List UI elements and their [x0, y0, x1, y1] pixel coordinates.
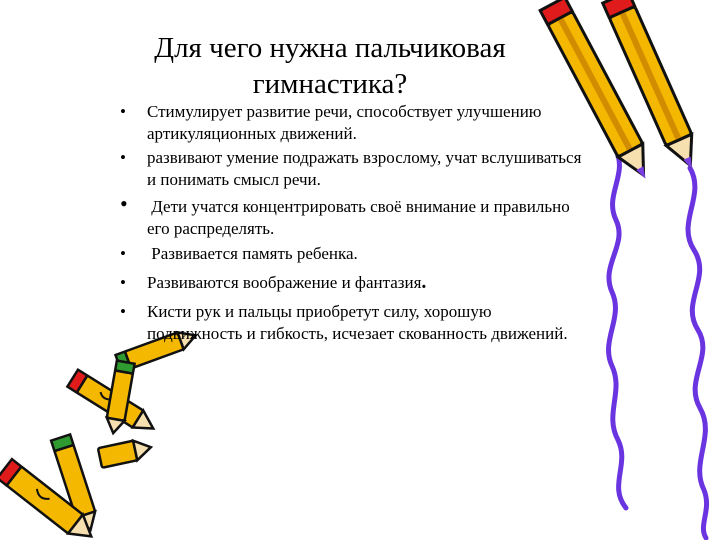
- bullet-marker: •: [120, 302, 126, 321]
- bullet-period: .: [421, 271, 427, 293]
- bullet-text: Развивается память ребенка.: [147, 244, 358, 263]
- bullet-marker: •: [120, 244, 126, 263]
- bullet-text-wrapper: [147, 271, 590, 294]
- bullet-marker: •: [120, 191, 128, 216]
- bullet-text: Развиваются воображение и фантазия: [147, 273, 422, 292]
- bullet-item: [120, 147, 590, 191]
- bullet-marker: •: [120, 102, 126, 121]
- bullet-item: [120, 243, 590, 265]
- bullet-marker: •: [120, 148, 126, 167]
- bullet-marker: •: [120, 273, 126, 292]
- title-line-2: гимнастика?: [252, 68, 408, 100]
- bullet-item: [120, 301, 590, 345]
- bullet-item: [120, 101, 590, 145]
- bullet-text: Дети учатся концентрировать своё внимание и правильно его распределять.: [147, 197, 574, 238]
- bullet-text: Кисти рук и пальцы приобретут силу, хорошую подвижность и гибкость, исчезает скованность движений.: [147, 302, 568, 343]
- bullet-text: Стимулирует развитие речи, способствует улучшению артикуляционных движений.: [147, 102, 542, 143]
- bullet-item: [120, 271, 590, 294]
- bullet-text: развивают умение подражать взрослому, учат вслушиваться и понимать смысл речи.: [147, 148, 582, 189]
- title-line-1: Для чего нужна пальчиковая: [154, 32, 506, 64]
- bullet-item: [120, 191, 590, 240]
